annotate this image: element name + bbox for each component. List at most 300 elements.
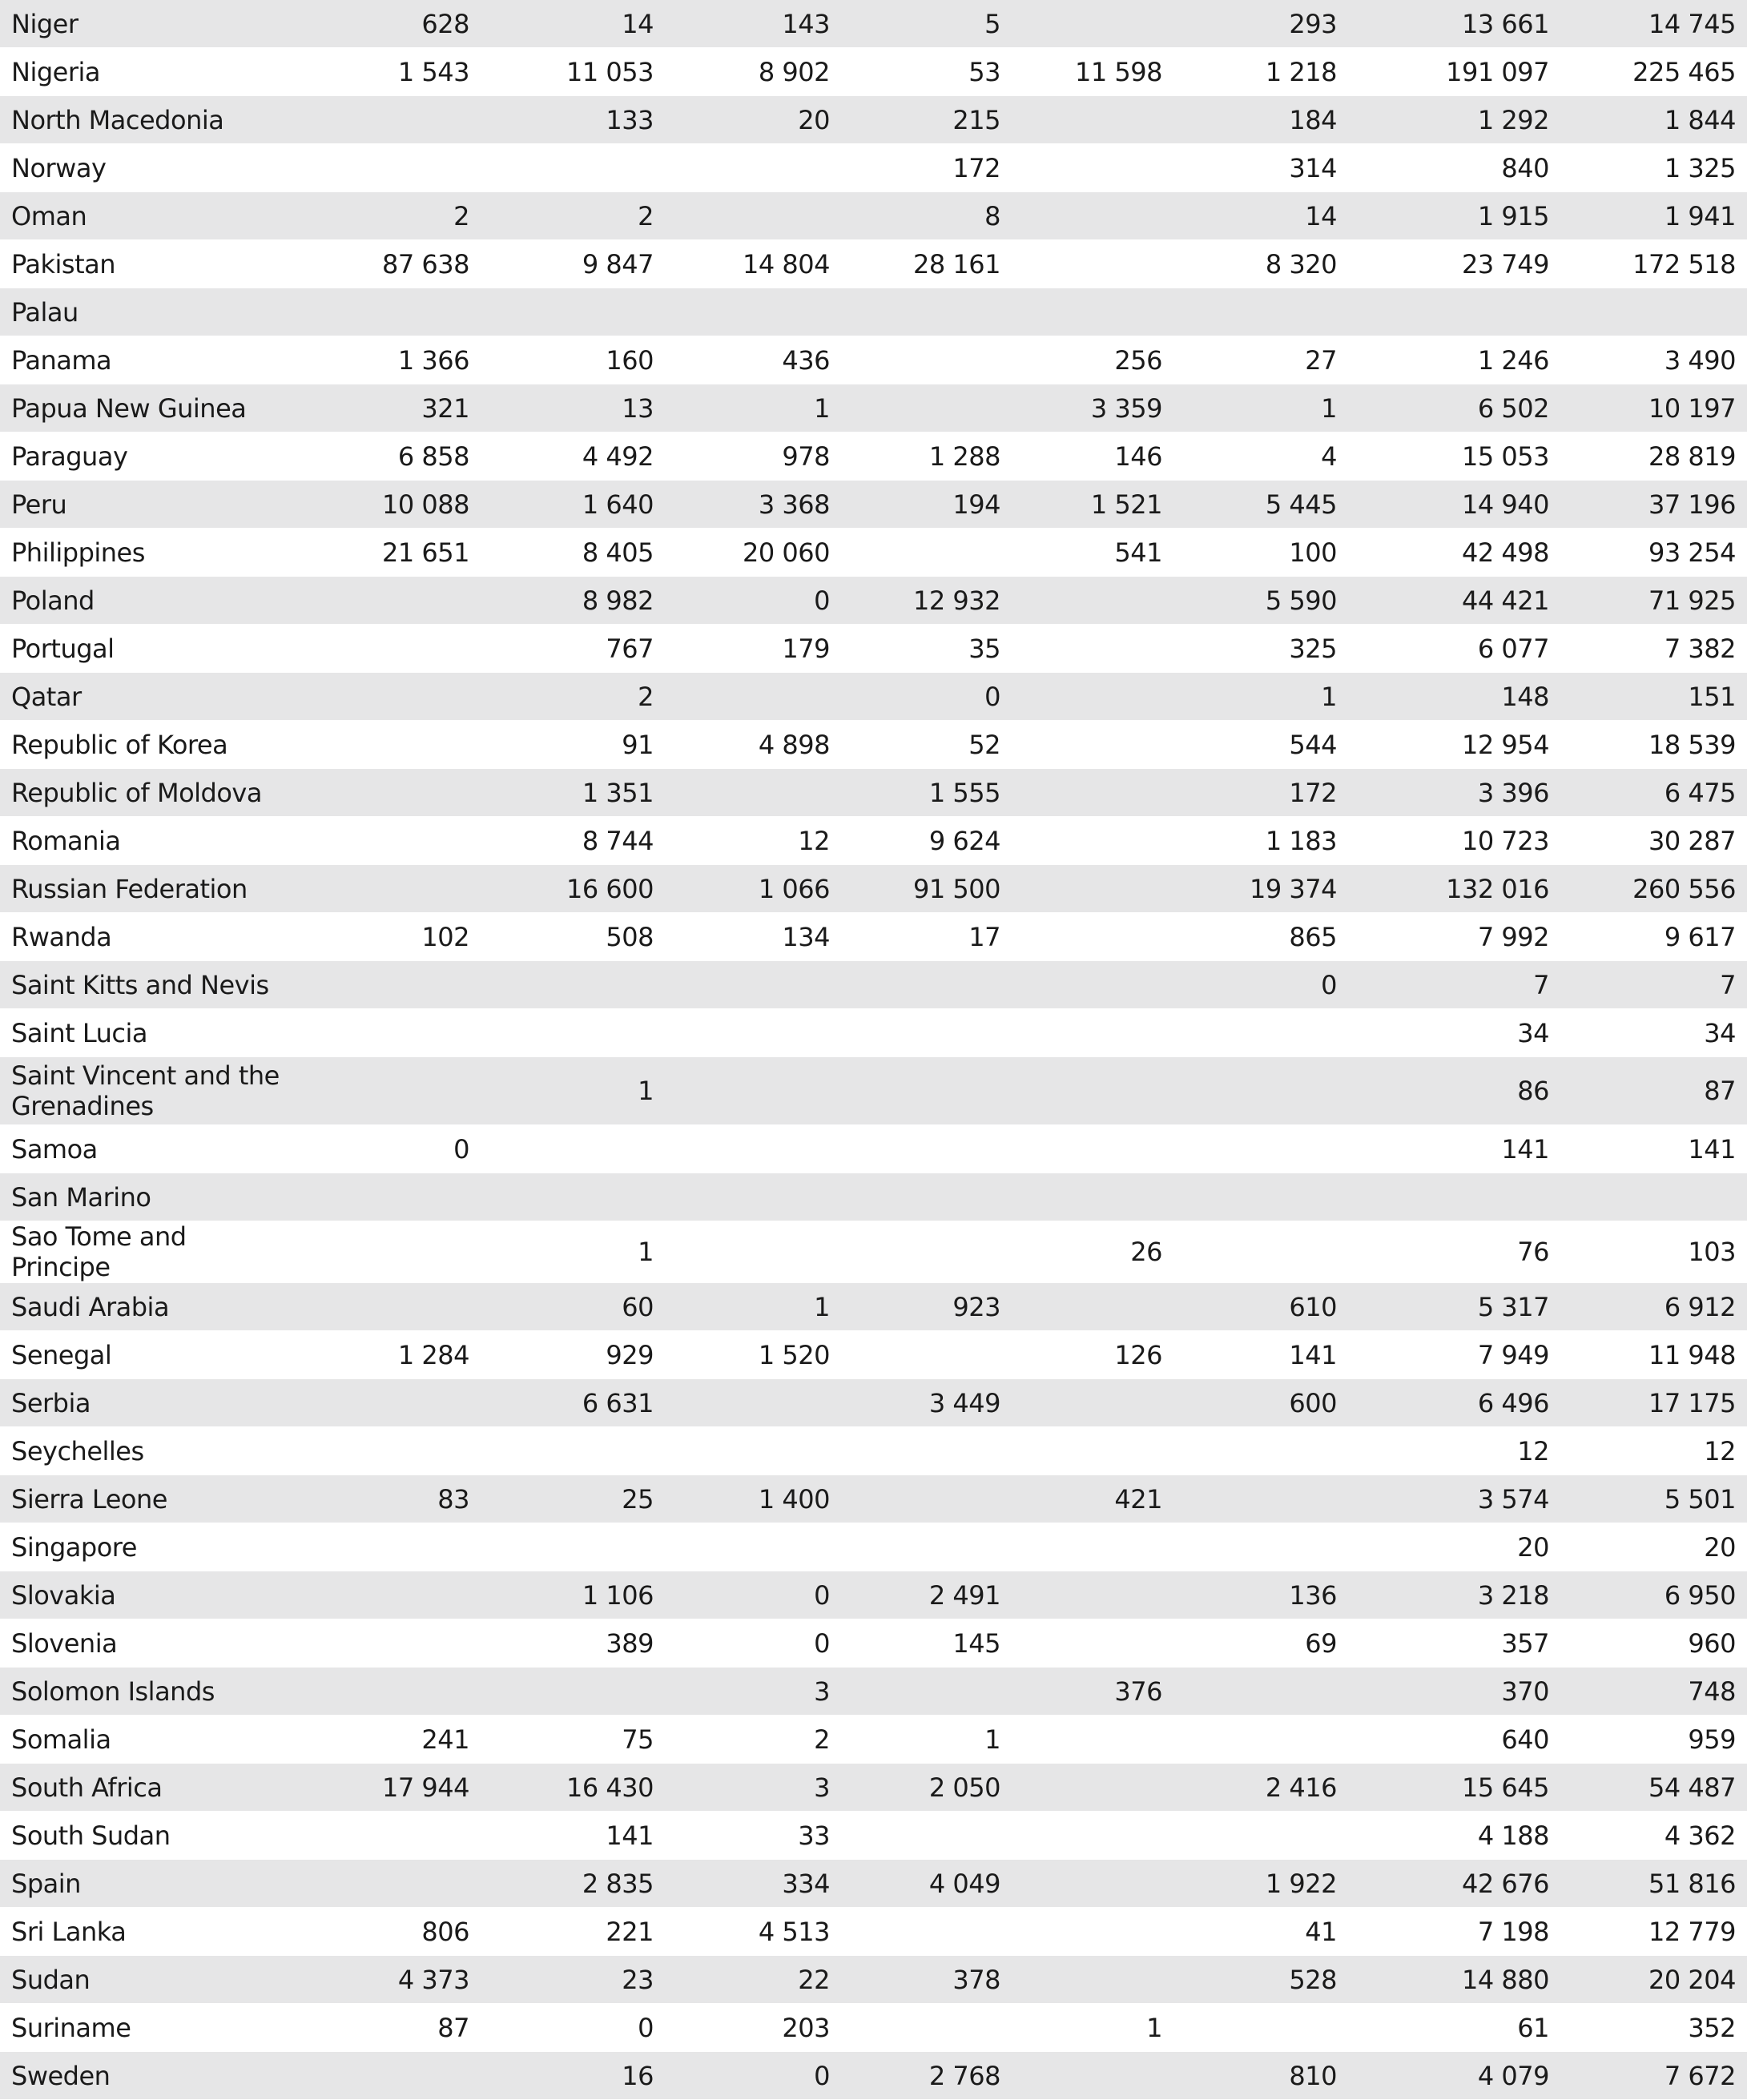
table-row bbox=[0, 1125, 1747, 1173]
value-cell-col-6 bbox=[1173, 1668, 1348, 1716]
value-cell-col-3: 12 bbox=[665, 817, 841, 865]
value-cell-col-5 bbox=[1012, 1283, 1173, 1331]
value-cell-col-7: 86 bbox=[1348, 1057, 1560, 1125]
value-cell-col-5: 1 bbox=[1012, 2004, 1173, 2052]
country-name-cell: Philippines bbox=[0, 529, 288, 577]
value-cell-col-6 bbox=[1173, 1173, 1348, 1221]
value-cell-col-1: 17 944 bbox=[288, 1764, 481, 1812]
value-cell-col-8: 7 672 bbox=[1560, 2052, 1747, 2100]
value-cell-col-7: 6 502 bbox=[1348, 384, 1560, 432]
value-cell-col-4: 0 bbox=[841, 673, 1012, 721]
value-cell-col-6 bbox=[1173, 1009, 1348, 1057]
value-cell-col-7: 14 940 bbox=[1348, 481, 1560, 529]
value-cell-col-3 bbox=[665, 1057, 841, 1125]
value-cell-col-2: 1 106 bbox=[481, 1571, 665, 1619]
country-name-cell: Seychelles bbox=[0, 1427, 288, 1475]
value-cell-col-6: 544 bbox=[1173, 721, 1348, 769]
value-cell-col-6 bbox=[1173, 1716, 1348, 1764]
country-name-cell: Sao Tome and Principe bbox=[0, 1221, 288, 1283]
value-cell-col-2: 1 bbox=[481, 1221, 665, 1283]
value-cell-col-2: 91 bbox=[481, 721, 665, 769]
value-cell-col-7: 3 574 bbox=[1348, 1475, 1560, 1523]
value-cell-col-3: 436 bbox=[665, 336, 841, 384]
value-cell-col-2: 141 bbox=[481, 1812, 665, 1860]
value-cell-col-6: 325 bbox=[1173, 625, 1348, 673]
value-cell-col-1 bbox=[288, 1057, 481, 1125]
table-row bbox=[0, 1860, 1747, 1908]
value-cell-col-2 bbox=[481, 1173, 665, 1221]
value-cell-col-3: 2 bbox=[665, 1716, 841, 1764]
value-cell-col-3 bbox=[665, 1009, 841, 1057]
value-cell-col-2: 929 bbox=[481, 1331, 665, 1379]
value-cell-col-6: 865 bbox=[1173, 913, 1348, 961]
value-cell-col-7: 42 676 bbox=[1348, 1860, 1560, 1908]
value-cell-col-1 bbox=[288, 1173, 481, 1221]
value-cell-col-6: 810 bbox=[1173, 2052, 1348, 2100]
value-cell-col-6: 172 bbox=[1173, 769, 1348, 817]
value-cell-col-8: 71 925 bbox=[1560, 577, 1747, 625]
value-cell-col-8: 51 816 bbox=[1560, 1860, 1747, 1908]
value-cell-col-7: 12 bbox=[1348, 1427, 1560, 1475]
value-cell-col-2: 1 351 bbox=[481, 769, 665, 817]
value-cell-col-3 bbox=[665, 1221, 841, 1283]
table-row bbox=[0, 2004, 1747, 2052]
value-cell-col-3 bbox=[665, 1125, 841, 1173]
value-cell-col-3: 20 060 bbox=[665, 529, 841, 577]
value-cell-col-2: 4 492 bbox=[481, 432, 665, 481]
value-cell-col-2: 1 640 bbox=[481, 481, 665, 529]
value-cell-col-8: 1 941 bbox=[1560, 192, 1747, 240]
country-name-cell: Peru bbox=[0, 481, 288, 529]
value-cell-col-3: 4 898 bbox=[665, 721, 841, 769]
value-cell-col-5 bbox=[1012, 673, 1173, 721]
value-cell-col-4: 145 bbox=[841, 1619, 1012, 1668]
value-cell-col-5: 3 359 bbox=[1012, 384, 1173, 432]
table-row bbox=[0, 144, 1747, 192]
country-name-cell: Spain bbox=[0, 1860, 288, 1908]
country-name-cell: Republic of Moldova bbox=[0, 769, 288, 817]
value-cell-col-2: 8 405 bbox=[481, 529, 665, 577]
value-cell-col-2: 75 bbox=[481, 1716, 665, 1764]
value-cell-col-6: 528 bbox=[1173, 1956, 1348, 2004]
value-cell-col-7: 148 bbox=[1348, 673, 1560, 721]
value-cell-col-6 bbox=[1173, 1475, 1348, 1523]
value-cell-col-4 bbox=[841, 1009, 1012, 1057]
value-cell-col-2: 8 982 bbox=[481, 577, 665, 625]
value-cell-col-6 bbox=[1173, 1523, 1348, 1571]
value-cell-col-5: 541 bbox=[1012, 529, 1173, 577]
value-cell-col-6: 2 416 bbox=[1173, 1764, 1348, 1812]
value-cell-col-3 bbox=[665, 1427, 841, 1475]
country-name-cell: Pakistan bbox=[0, 240, 288, 288]
table-row bbox=[0, 192, 1747, 240]
country-name-cell: Senegal bbox=[0, 1331, 288, 1379]
table-row bbox=[0, 1764, 1747, 1812]
country-name-cell: Palau bbox=[0, 288, 288, 336]
value-cell-col-2: 16 430 bbox=[481, 1764, 665, 1812]
value-cell-col-4: 215 bbox=[841, 96, 1012, 144]
value-cell-col-1 bbox=[288, 144, 481, 192]
value-cell-col-2: 0 bbox=[481, 2004, 665, 2052]
value-cell-col-8: 37 196 bbox=[1560, 481, 1747, 529]
value-cell-col-1 bbox=[288, 1668, 481, 1716]
value-cell-col-5 bbox=[1012, 96, 1173, 144]
value-cell-col-6: 5 590 bbox=[1173, 577, 1348, 625]
value-cell-col-3: 4 513 bbox=[665, 1908, 841, 1956]
value-cell-col-5 bbox=[1012, 1619, 1173, 1668]
value-cell-col-1: 10 088 bbox=[288, 481, 481, 529]
value-cell-col-3: 0 bbox=[665, 1571, 841, 1619]
value-cell-col-2 bbox=[481, 1668, 665, 1716]
value-cell-col-3: 3 bbox=[665, 1668, 841, 1716]
value-cell-col-8: 14 745 bbox=[1560, 0, 1747, 48]
value-cell-col-7: 10 723 bbox=[1348, 817, 1560, 865]
table-row bbox=[0, 1619, 1747, 1668]
table-row bbox=[0, 1475, 1747, 1523]
value-cell-col-1 bbox=[288, 817, 481, 865]
value-cell-col-2: 9 847 bbox=[481, 240, 665, 288]
value-cell-col-7: 7 198 bbox=[1348, 1908, 1560, 1956]
value-cell-col-5 bbox=[1012, 1057, 1173, 1125]
value-cell-col-8: 9 617 bbox=[1560, 913, 1747, 961]
value-cell-col-4: 52 bbox=[841, 721, 1012, 769]
country-name-cell: Qatar bbox=[0, 673, 288, 721]
value-cell-col-8: 54 487 bbox=[1560, 1764, 1747, 1812]
value-cell-col-5 bbox=[1012, 0, 1173, 48]
value-cell-col-3: 8 902 bbox=[665, 48, 841, 96]
value-cell-col-4 bbox=[841, 1057, 1012, 1125]
value-cell-col-5 bbox=[1012, 1812, 1173, 1860]
value-cell-col-5 bbox=[1012, 1716, 1173, 1764]
value-cell-col-7: 3 396 bbox=[1348, 769, 1560, 817]
value-cell-col-1: 628 bbox=[288, 0, 481, 48]
value-cell-col-4 bbox=[841, 1523, 1012, 1571]
value-cell-col-1: 21 651 bbox=[288, 529, 481, 577]
value-cell-col-4 bbox=[841, 1668, 1012, 1716]
value-cell-col-8: 7 bbox=[1560, 961, 1747, 1009]
value-cell-col-7: 23 749 bbox=[1348, 240, 1560, 288]
value-cell-col-7: 15 645 bbox=[1348, 1764, 1560, 1812]
value-cell-col-4: 91 500 bbox=[841, 865, 1012, 913]
value-cell-col-8 bbox=[1560, 1173, 1747, 1221]
value-cell-col-8: 960 bbox=[1560, 1619, 1747, 1668]
country-name-cell: Sudan bbox=[0, 1956, 288, 2004]
value-cell-col-3: 1 066 bbox=[665, 865, 841, 913]
value-cell-col-3: 0 bbox=[665, 577, 841, 625]
value-cell-col-5 bbox=[1012, 1125, 1173, 1173]
country-name-cell: Paraguay bbox=[0, 432, 288, 481]
value-cell-col-1: 4 373 bbox=[288, 1956, 481, 2004]
value-cell-col-1: 102 bbox=[288, 913, 481, 961]
value-cell-col-2: 160 bbox=[481, 336, 665, 384]
value-cell-col-8: 12 bbox=[1560, 1427, 1747, 1475]
value-cell-col-5 bbox=[1012, 865, 1173, 913]
value-cell-col-4: 1 bbox=[841, 1716, 1012, 1764]
value-cell-col-1: 241 bbox=[288, 1716, 481, 1764]
value-cell-col-5 bbox=[1012, 1764, 1173, 1812]
value-cell-col-3: 20 bbox=[665, 96, 841, 144]
value-cell-col-7: 1 246 bbox=[1348, 336, 1560, 384]
value-cell-col-6: 141 bbox=[1173, 1331, 1348, 1379]
value-cell-col-5 bbox=[1012, 1009, 1173, 1057]
table-row bbox=[0, 625, 1747, 673]
value-cell-col-6: 5 445 bbox=[1173, 481, 1348, 529]
value-cell-col-5 bbox=[1012, 240, 1173, 288]
value-cell-col-8: 20 204 bbox=[1560, 1956, 1747, 2004]
value-cell-col-2 bbox=[481, 1427, 665, 1475]
value-cell-col-8: 18 539 bbox=[1560, 721, 1747, 769]
value-cell-col-4 bbox=[841, 1221, 1012, 1283]
value-cell-col-2: 16 bbox=[481, 2052, 665, 2100]
table-row bbox=[0, 432, 1747, 481]
country-name-cell: Singapore bbox=[0, 1523, 288, 1571]
value-cell-col-2: 23 bbox=[481, 1956, 665, 2004]
value-cell-col-8: 34 bbox=[1560, 1009, 1747, 1057]
value-cell-col-6: 1 bbox=[1173, 384, 1348, 432]
value-cell-col-8: 28 819 bbox=[1560, 432, 1747, 481]
value-cell-col-4: 4 049 bbox=[841, 1860, 1012, 1908]
value-cell-col-3: 134 bbox=[665, 913, 841, 961]
value-cell-col-2: 389 bbox=[481, 1619, 665, 1668]
value-cell-col-1 bbox=[288, 2052, 481, 2100]
value-cell-col-4: 3 449 bbox=[841, 1379, 1012, 1427]
country-name-cell: Saudi Arabia bbox=[0, 1283, 288, 1331]
value-cell-col-5 bbox=[1012, 721, 1173, 769]
value-cell-col-8: 5 501 bbox=[1560, 1475, 1747, 1523]
country-name-cell: Sri Lanka bbox=[0, 1908, 288, 1956]
value-cell-col-2: 2 bbox=[481, 192, 665, 240]
value-cell-col-2: 221 bbox=[481, 1908, 665, 1956]
value-cell-col-6 bbox=[1173, 1125, 1348, 1173]
country-name-cell: Sierra Leone bbox=[0, 1475, 288, 1523]
value-cell-col-3: 14 804 bbox=[665, 240, 841, 288]
value-cell-col-1 bbox=[288, 673, 481, 721]
value-cell-col-6: 27 bbox=[1173, 336, 1348, 384]
value-cell-col-4 bbox=[841, 1173, 1012, 1221]
value-cell-col-7: 15 053 bbox=[1348, 432, 1560, 481]
value-cell-col-7: 6 496 bbox=[1348, 1379, 1560, 1427]
value-cell-col-7: 7 949 bbox=[1348, 1331, 1560, 1379]
value-cell-col-7: 6 077 bbox=[1348, 625, 1560, 673]
value-cell-col-8: 20 bbox=[1560, 1523, 1747, 1571]
value-cell-col-3 bbox=[665, 769, 841, 817]
value-cell-col-8: 87 bbox=[1560, 1057, 1747, 1125]
value-cell-col-3: 203 bbox=[665, 2004, 841, 2052]
value-cell-col-1: 6 858 bbox=[288, 432, 481, 481]
value-cell-col-7: 20 bbox=[1348, 1523, 1560, 1571]
value-cell-col-5 bbox=[1012, 144, 1173, 192]
value-cell-col-6 bbox=[1173, 288, 1348, 336]
country-name-cell: Poland bbox=[0, 577, 288, 625]
country-name-cell: Norway bbox=[0, 144, 288, 192]
value-cell-col-3: 1 bbox=[665, 1283, 841, 1331]
value-cell-col-4 bbox=[841, 288, 1012, 336]
value-cell-col-7: 44 421 bbox=[1348, 577, 1560, 625]
value-cell-col-1: 2 bbox=[288, 192, 481, 240]
value-cell-col-7: 4 079 bbox=[1348, 2052, 1560, 2100]
country-name-cell: Saint Lucia bbox=[0, 1009, 288, 1057]
value-cell-col-6: 1 922 bbox=[1173, 1860, 1348, 1908]
value-cell-col-6 bbox=[1173, 1057, 1348, 1125]
country-name-cell: Slovenia bbox=[0, 1619, 288, 1668]
value-cell-col-7: 13 661 bbox=[1348, 0, 1560, 48]
table-row bbox=[0, 1668, 1747, 1716]
value-cell-col-6: 100 bbox=[1173, 529, 1348, 577]
value-cell-col-6: 1 218 bbox=[1173, 48, 1348, 96]
country-name-cell: Saint Vincent and the Grenadines bbox=[0, 1057, 288, 1125]
value-cell-col-4 bbox=[841, 1125, 1012, 1173]
value-cell-col-1: 1 284 bbox=[288, 1331, 481, 1379]
table-row bbox=[0, 1523, 1747, 1571]
value-cell-col-5 bbox=[1012, 913, 1173, 961]
table-row bbox=[0, 384, 1747, 432]
value-cell-col-4: 12 932 bbox=[841, 577, 1012, 625]
value-cell-col-2: 11 053 bbox=[481, 48, 665, 96]
value-cell-col-2: 1 bbox=[481, 1057, 665, 1125]
value-cell-col-5 bbox=[1012, 1379, 1173, 1427]
value-cell-col-7: 42 498 bbox=[1348, 529, 1560, 577]
value-cell-col-7: 14 880 bbox=[1348, 1956, 1560, 2004]
country-name-cell: Rwanda bbox=[0, 913, 288, 961]
value-cell-col-4 bbox=[841, 384, 1012, 432]
value-cell-col-4: 2 491 bbox=[841, 1571, 1012, 1619]
value-cell-col-1: 806 bbox=[288, 1908, 481, 1956]
value-cell-col-6: 8 320 bbox=[1173, 240, 1348, 288]
value-cell-col-5 bbox=[1012, 1860, 1173, 1908]
value-cell-col-8: 352 bbox=[1560, 2004, 1747, 2052]
country-name-cell: North Macedonia bbox=[0, 96, 288, 144]
value-cell-col-5: 421 bbox=[1012, 1475, 1173, 1523]
value-cell-col-1 bbox=[288, 1812, 481, 1860]
value-cell-col-4: 923 bbox=[841, 1283, 1012, 1331]
value-cell-col-7: 4 188 bbox=[1348, 1812, 1560, 1860]
value-cell-col-3: 33 bbox=[665, 1812, 841, 1860]
value-cell-col-6: 14 bbox=[1173, 192, 1348, 240]
country-name-cell: Romania bbox=[0, 817, 288, 865]
value-cell-col-7: 76 bbox=[1348, 1221, 1560, 1283]
value-cell-col-6: 41 bbox=[1173, 1908, 1348, 1956]
value-cell-col-6: 1 183 bbox=[1173, 817, 1348, 865]
value-cell-col-3 bbox=[665, 961, 841, 1009]
country-name-cell: Niger bbox=[0, 0, 288, 48]
value-cell-col-8: 1 844 bbox=[1560, 96, 1747, 144]
value-cell-col-3 bbox=[665, 1173, 841, 1221]
value-cell-col-5 bbox=[1012, 1956, 1173, 2004]
value-cell-col-7: 1 915 bbox=[1348, 192, 1560, 240]
value-cell-col-6: 1 bbox=[1173, 673, 1348, 721]
value-cell-col-7: 370 bbox=[1348, 1668, 1560, 1716]
value-cell-col-1: 0 bbox=[288, 1125, 481, 1173]
country-name-cell: South Africa bbox=[0, 1764, 288, 1812]
value-cell-col-5 bbox=[1012, 1908, 1173, 1956]
table-row bbox=[0, 1009, 1747, 1057]
value-cell-col-1 bbox=[288, 961, 481, 1009]
value-cell-col-5 bbox=[1012, 288, 1173, 336]
value-cell-col-7: 61 bbox=[1348, 2004, 1560, 2052]
table-row bbox=[0, 1283, 1747, 1331]
country-name-cell: Portugal bbox=[0, 625, 288, 673]
country-name-cell: Sweden bbox=[0, 2052, 288, 2100]
value-cell-col-5: 26 bbox=[1012, 1221, 1173, 1283]
value-cell-col-7: 840 bbox=[1348, 144, 1560, 192]
value-cell-col-4: 53 bbox=[841, 48, 1012, 96]
table-row bbox=[0, 240, 1747, 288]
value-cell-col-2 bbox=[481, 1125, 665, 1173]
value-cell-col-1 bbox=[288, 96, 481, 144]
table-row bbox=[0, 1956, 1747, 2004]
value-cell-col-6 bbox=[1173, 1812, 1348, 1860]
value-cell-col-3 bbox=[665, 192, 841, 240]
value-cell-col-4: 8 bbox=[841, 192, 1012, 240]
value-cell-col-5 bbox=[1012, 817, 1173, 865]
value-cell-col-3: 3 bbox=[665, 1764, 841, 1812]
country-name-cell: Slovakia bbox=[0, 1571, 288, 1619]
value-cell-col-5 bbox=[1012, 625, 1173, 673]
value-cell-col-4: 5 bbox=[841, 0, 1012, 48]
country-name-cell: Suriname bbox=[0, 2004, 288, 2052]
value-cell-col-4: 1 288 bbox=[841, 432, 1012, 481]
value-cell-col-4 bbox=[841, 1812, 1012, 1860]
value-cell-col-2: 8 744 bbox=[481, 817, 665, 865]
value-cell-col-7: 34 bbox=[1348, 1009, 1560, 1057]
value-cell-col-1 bbox=[288, 1283, 481, 1331]
value-cell-col-5: 11 598 bbox=[1012, 48, 1173, 96]
value-cell-col-5 bbox=[1012, 577, 1173, 625]
table-row bbox=[0, 577, 1747, 625]
value-cell-col-5 bbox=[1012, 961, 1173, 1009]
country-name-cell: Samoa bbox=[0, 1125, 288, 1173]
value-cell-col-6: 293 bbox=[1173, 0, 1348, 48]
value-cell-col-1: 87 638 bbox=[288, 240, 481, 288]
value-cell-col-5 bbox=[1012, 769, 1173, 817]
value-cell-col-5: 376 bbox=[1012, 1668, 1173, 1716]
value-cell-col-4: 378 bbox=[841, 1956, 1012, 2004]
value-cell-col-4 bbox=[841, 529, 1012, 577]
value-cell-col-1: 87 bbox=[288, 2004, 481, 2052]
value-cell-col-4: 194 bbox=[841, 481, 1012, 529]
value-cell-col-5: 1 521 bbox=[1012, 481, 1173, 529]
value-cell-col-1: 83 bbox=[288, 1475, 481, 1523]
country-name-cell: Russian Federation bbox=[0, 865, 288, 913]
value-cell-col-2: 767 bbox=[481, 625, 665, 673]
value-cell-col-4 bbox=[841, 1427, 1012, 1475]
value-cell-col-1 bbox=[288, 1221, 481, 1283]
value-cell-col-7: 7 bbox=[1348, 961, 1560, 1009]
value-cell-col-8: 225 465 bbox=[1560, 48, 1747, 96]
value-cell-col-2 bbox=[481, 288, 665, 336]
value-cell-col-7 bbox=[1348, 1173, 1560, 1221]
value-cell-col-8: 17 175 bbox=[1560, 1379, 1747, 1427]
value-cell-col-6: 314 bbox=[1173, 144, 1348, 192]
value-cell-col-8: 7 382 bbox=[1560, 625, 1747, 673]
value-cell-col-1 bbox=[288, 1379, 481, 1427]
value-cell-col-3: 179 bbox=[665, 625, 841, 673]
value-cell-col-1 bbox=[288, 1571, 481, 1619]
table-row bbox=[0, 96, 1747, 144]
value-cell-col-2: 25 bbox=[481, 1475, 665, 1523]
value-cell-col-3 bbox=[665, 673, 841, 721]
value-cell-col-1 bbox=[288, 1009, 481, 1057]
country-name-cell: Papua New Guinea bbox=[0, 384, 288, 432]
value-cell-col-2 bbox=[481, 144, 665, 192]
value-cell-col-2: 2 bbox=[481, 673, 665, 721]
table-row bbox=[0, 288, 1747, 336]
value-cell-col-8 bbox=[1560, 288, 1747, 336]
value-cell-col-1: 1 543 bbox=[288, 48, 481, 96]
value-cell-col-3: 143 bbox=[665, 0, 841, 48]
value-cell-col-3: 1 400 bbox=[665, 1475, 841, 1523]
value-cell-col-1 bbox=[288, 1860, 481, 1908]
